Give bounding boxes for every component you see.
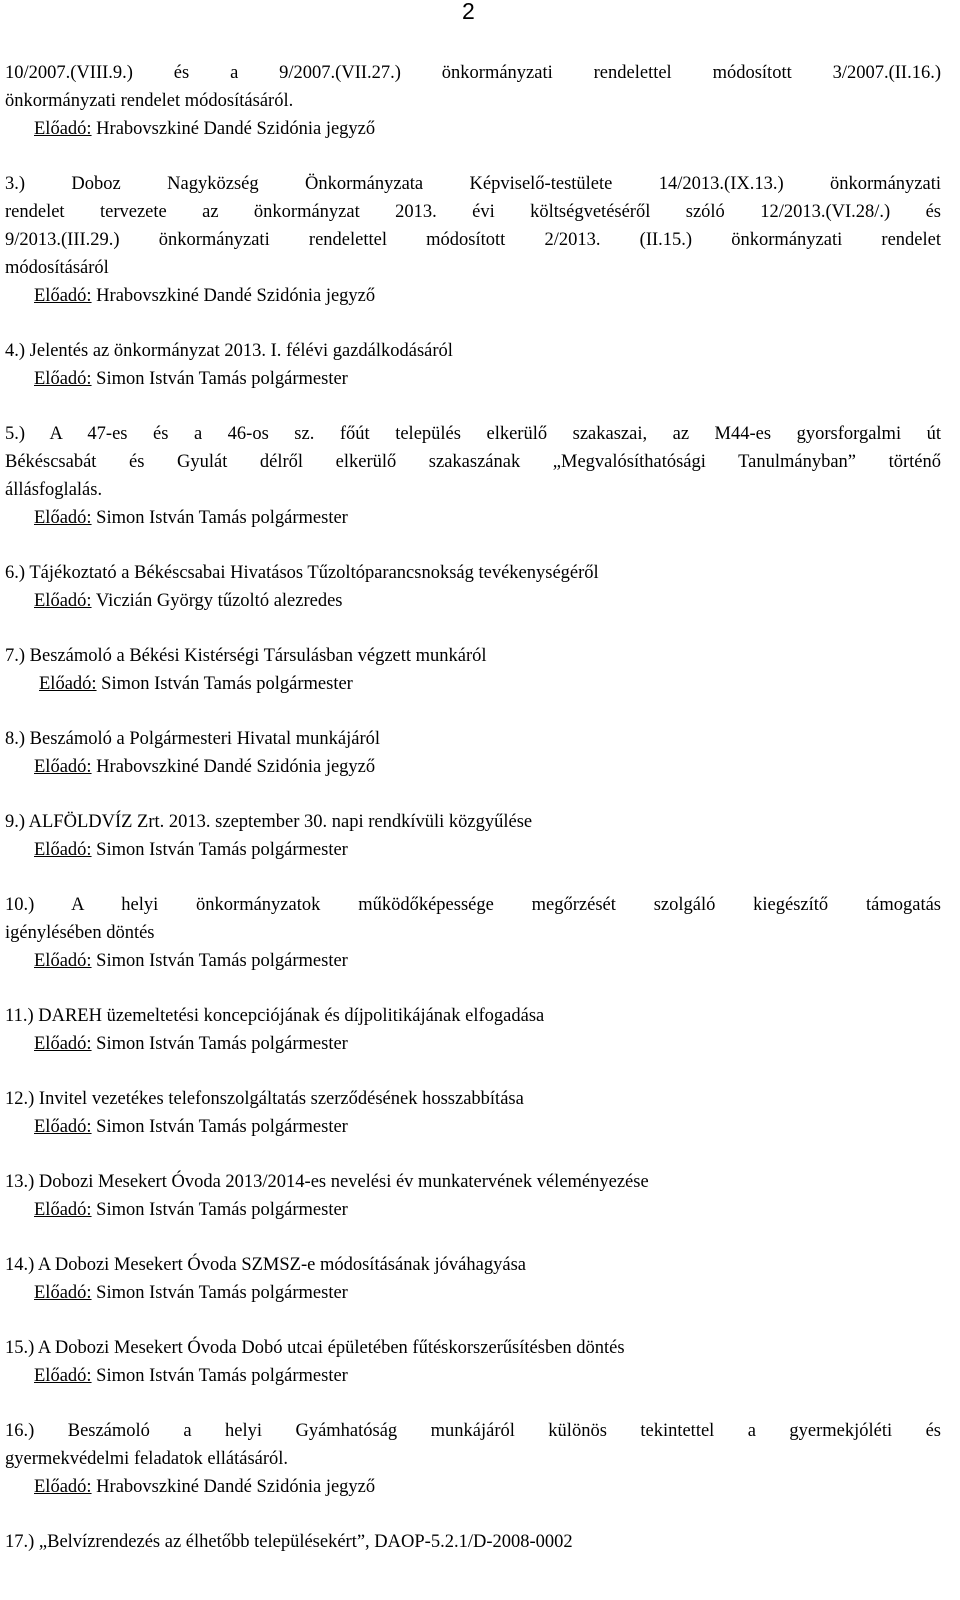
item-text-line: önkormányzati rendelet módosításáról. (5, 91, 294, 111)
presenter-line (5, 1113, 941, 1141)
item-text-line: gyermekvédelmi feladatok ellátásáról. (5, 1449, 289, 1469)
item-text-line: 16.) Beszámoló a helyi Gyámhatóság munkájáról különös tekintettel a gyermekjóléti és (5, 1421, 941, 1441)
presenter-name: Simon István Tamás polgármester (91, 1283, 348, 1303)
presenter-label: Előadó: (34, 1477, 92, 1497)
item-text-line: 10/2007.(VIII.9.) és a 9/2007.(VII.27.) önkormányzati rendelettel módosított 3/2007.(II.16.) (5, 63, 941, 83)
presenter-label: Előadó: (34, 840, 92, 860)
presenter-label: Előadó: (34, 1283, 92, 1303)
presenter-line (5, 670, 941, 698)
item-text-line: módosításáról (5, 258, 109, 278)
presenter-name: Hrabovszkiné Dandé Szidónia jegyző (91, 1477, 376, 1497)
presenter-name: Simon István Tamás polgármester (91, 951, 348, 971)
agenda-item-12 (5, 1085, 941, 1141)
presenter-name: Viczián György tűzoltó alezredes (91, 591, 343, 611)
agenda-item-14 (5, 1251, 941, 1307)
agenda-item-13 (5, 1168, 941, 1224)
item-text-line: 15.) A Dobozi Mesekert Óvoda Dobó utcai épületében fűtéskorszerűsítésben döntés (5, 1338, 625, 1358)
presenter-name: Simon István Tamás polgármester (91, 508, 348, 528)
item-text-line: 6.) Tájékoztató a Békéscsabai Hivatásos Tűzoltóparancsnokság tevékenységéről (5, 563, 599, 583)
item-text-line: 8.) Beszámoló a Polgármesteri Hivatal munkájáról (5, 729, 381, 749)
agenda-item-17 (5, 1528, 941, 1556)
item-text-line: Békéscsabát és Gyulát délről elkerülő szakaszának „Megvalósíthatósági Tanulmányban” történő (5, 452, 941, 472)
presenter-line (5, 1279, 941, 1307)
item-text-line: 4.) Jelentés az önkormányzat 2013. I. félévi gazdálkodásáról (5, 341, 453, 361)
agenda-document (5, 59, 941, 1556)
page-number: 2 (462, 0, 475, 24)
presenter-name: Simon István Tamás polgármester (91, 1117, 348, 1137)
presenter-line (5, 365, 941, 393)
presenter-name: Hrabovszkiné Dandé Szidónia jegyző (91, 286, 376, 306)
agenda-item-4 (5, 337, 941, 393)
presenter-line (5, 1030, 941, 1058)
agenda-item-6 (5, 559, 941, 615)
agenda-item-3 (5, 170, 941, 310)
item-text-line: 13.) Dobozi Mesekert Óvoda 2013/2014-es nevelési év munkatervének véleményezése (5, 1172, 649, 1192)
agenda-item-15 (5, 1334, 941, 1390)
agenda-item-8 (5, 725, 941, 781)
presenter-label: Előadó: (34, 1200, 92, 1220)
item-text-line: igénylésében döntés (5, 923, 155, 943)
presenter-name: Simon István Tamás polgármester (96, 674, 353, 694)
presenter-label: Előadó: (34, 119, 92, 139)
presenter-name: Simon István Tamás polgármester (91, 1366, 348, 1386)
presenter-line (5, 1362, 941, 1390)
presenter-line (5, 753, 941, 781)
presenter-line (5, 115, 941, 143)
agenda-item-2-continued (5, 59, 941, 143)
item-text-line: 11.) DAREH üzemeltetési koncepciójának és díjpolitikájának elfogadása (5, 1006, 545, 1026)
presenter-line (5, 947, 941, 975)
agenda-item-10 (5, 891, 941, 975)
presenter-line (5, 1473, 941, 1501)
item-text-line: 9.) ALFÖLDVÍZ Zrt. 2013. szeptember 30. napi rendkívüli közgyűlése (5, 812, 533, 832)
presenter-name: Simon István Tamás polgármester (91, 840, 348, 860)
item-text-line: 10.) A helyi önkormányzatok működőképessége megőrzését szolgáló kiegészítő támogatás (5, 895, 941, 915)
item-text-line: 9/2013.(III.29.) önkormányzati rendelettel módosított 2/2013. (II.15.) önkormányzati rendelet (5, 230, 941, 250)
agenda-item-5 (5, 420, 941, 532)
agenda-item-7 (5, 642, 941, 698)
presenter-line (5, 1196, 941, 1224)
presenter-label: Előadó: (34, 757, 92, 777)
presenter-line (5, 836, 941, 864)
agenda-item-9 (5, 808, 941, 864)
presenter-name: Simon István Tamás polgármester (91, 369, 348, 389)
presenter-line (5, 504, 941, 532)
item-text-line: állásfoglalás. (5, 480, 103, 500)
item-text-line: 7.) Beszámoló a Békési Kistérségi Társulásban végzett munkáról (5, 646, 487, 666)
presenter-line (5, 587, 941, 615)
presenter-name: Simon István Tamás polgármester (91, 1034, 348, 1054)
presenter-label: Előadó: (34, 1034, 92, 1054)
item-text-line: 5.) A 47-es és a 46-os sz. főút település elkerülő szakaszai, az M44-es gyorsforgalmi út (5, 424, 941, 444)
item-text-line: 12.) Invitel vezetékes telefonszolgáltatás szerződésének hosszabbítása (5, 1089, 524, 1109)
presenter-name: Hrabovszkiné Dandé Szidónia jegyző (91, 757, 376, 777)
agenda-item-11 (5, 1002, 941, 1058)
presenter-label: Előadó: (34, 369, 92, 389)
item-text-line: 3.) Doboz Nagyközség Önkormányzata Képviselő-testülete 14/2013.(IX.13.) önkormányzati (5, 174, 941, 194)
item-text-line: 14.) A Dobozi Mesekert Óvoda SZMSZ-e módosításának jóváhagyása (5, 1255, 526, 1275)
presenter-label: Előadó: (39, 674, 97, 694)
presenter-label: Előadó: (34, 508, 92, 528)
presenter-label: Előadó: (34, 591, 92, 611)
item-text-line: rendelet tervezete az önkormányzat 2013. évi költségvetéséről szóló 12/2013.(VI.28/.) és (5, 202, 941, 222)
presenter-label: Előadó: (34, 286, 92, 306)
item-text-line: 17.) „Belvízrendezés az élhetőbb településekért”, DAOP-5.2.1/D-2008-0002 (5, 1532, 573, 1552)
presenter-line (5, 282, 941, 310)
presenter-label: Előadó: (34, 951, 92, 971)
presenter-name: Simon István Tamás polgármester (91, 1200, 348, 1220)
presenter-name: Hrabovszkiné Dandé Szidónia jegyző (91, 119, 376, 139)
agenda-item-16 (5, 1417, 941, 1501)
presenter-label: Előadó: (34, 1117, 92, 1137)
presenter-label: Előadó: (34, 1366, 92, 1386)
